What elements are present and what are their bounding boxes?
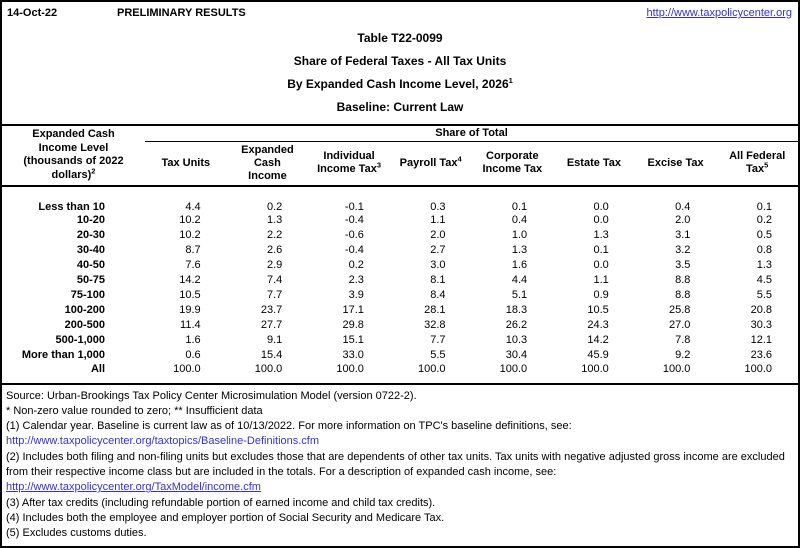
column-header-line: Expanded Cash — [241, 143, 294, 169]
table-body — [2, 186, 798, 384]
income-level-header — [2, 125, 145, 186]
value-cell: 27.7 — [260, 319, 283, 331]
value-cell: 23.6 — [750, 349, 772, 361]
value-cell: 17.1 — [342, 304, 364, 316]
value-cell: 2.9 — [266, 259, 283, 271]
column-header — [227, 141, 309, 186]
header-footnote-marker: 4 — [457, 153, 462, 163]
value-cell: 8.8 — [675, 289, 691, 301]
value-cell: 10.3 — [505, 334, 528, 346]
value-cell: 0.3 — [430, 200, 446, 213]
value-cell: 8.7 — [185, 244, 201, 256]
header-footnote-marker: 5 — [764, 160, 769, 170]
value-cell: 30.4 — [505, 349, 528, 361]
value-cell: 7.6 — [185, 259, 201, 271]
column-header — [390, 141, 472, 186]
value-cell: 3.5 — [675, 259, 691, 271]
value-cell: 20.8 — [750, 304, 772, 316]
value-cell: 1.3 — [593, 229, 609, 241]
value-cell: 100.0 — [499, 362, 528, 375]
income-level-cell: 100-200 — [64, 304, 105, 316]
value-cell: 4.5 — [756, 274, 772, 286]
value-cell: 15.4 — [260, 349, 283, 361]
value-cell: 0.8 — [756, 244, 772, 256]
value-cell: 11.4 — [180, 319, 201, 331]
value-cell: 0.0 — [593, 200, 609, 213]
footnote-2: (2) Includes both filing and non-filing units but excludes those that are dependents of other tax units. Tax units with negative adjusted gross income are excluded from their respective income class but are included in the totals. For a description of expanded cash income, see: — [6, 450, 785, 478]
table-row — [2, 213, 798, 228]
income-definition-link[interactable]: http://www.taxpolicycenter.org/TaxModel/income.cfm — [6, 481, 261, 494]
value-cell: 3.2 — [675, 244, 691, 256]
value-cell: 45.9 — [587, 349, 609, 361]
subtitle-footnote-marker: 1 — [508, 76, 513, 85]
baseline-label: Baseline: Current Law — [336, 100, 464, 114]
value-cell: 4.4 — [185, 200, 201, 213]
value-cell: 100.0 — [662, 362, 691, 375]
value-cell: 2.7 — [430, 244, 446, 256]
value-cell: 0.5 — [756, 229, 772, 241]
income-level-header-line: (thousands of 2022 — [23, 155, 124, 168]
value-cell: 10.2 — [179, 229, 201, 241]
value-cell: 0.1 — [511, 200, 528, 213]
value-cell: 0.2 — [266, 200, 283, 213]
value-cell: -0.4 — [344, 214, 364, 226]
income-level-cell: 200-500 — [64, 319, 105, 331]
income-level-cell: 20-30 — [76, 229, 105, 241]
column-header-line: Estate Tax — [566, 156, 622, 169]
table-row — [2, 363, 798, 384]
column-header — [308, 141, 390, 186]
value-cell: 12.1 — [750, 334, 772, 346]
table-row — [2, 303, 798, 318]
value-cell: 23.7 — [260, 304, 283, 316]
column-header — [145, 141, 227, 186]
income-level-header-line: Expanded Cash — [32, 128, 115, 141]
value-cell: 5.5 — [430, 349, 446, 361]
value-cell: 15.1 — [342, 334, 364, 346]
column-header — [716, 141, 798, 186]
table-row — [2, 228, 798, 243]
value-cell: 0.2 — [756, 214, 772, 226]
value-cell: 7.7 — [266, 289, 283, 301]
header-footnote-marker: 3 — [376, 160, 381, 170]
value-cell: 5.1 — [511, 289, 528, 301]
tpc-home-link[interactable]: http://www.taxpolicycenter.org — [646, 7, 792, 19]
value-cell: 24.3 — [587, 319, 609, 331]
value-cell: 1.0 — [511, 229, 528, 241]
income-level-cell: 50-75 — [76, 274, 105, 286]
column-header-line: Income — [248, 169, 287, 182]
value-cell: -0.4 — [344, 244, 364, 256]
table-title: Share of Federal Taxes - All Tax Units — [293, 54, 507, 68]
table-number: Table T22-0099 — [357, 31, 443, 45]
value-cell: 3.0 — [430, 259, 446, 271]
value-cell: 27.0 — [668, 319, 691, 331]
value-cell: 100.0 — [744, 362, 772, 375]
table-row — [2, 318, 798, 333]
preliminary-results-label: PRELIMINARY RESULTS — [117, 7, 246, 19]
date-label: 14-Oct-22 — [7, 7, 58, 19]
value-cell: 1.6 — [511, 259, 528, 271]
table-row — [2, 243, 798, 258]
value-cell: 7.4 — [266, 274, 283, 286]
value-cell: 100.0 — [336, 362, 364, 375]
footnotes — [2, 385, 798, 542]
value-cell: 100.0 — [581, 362, 609, 375]
value-cell: 0.4 — [511, 214, 528, 226]
table-subtitle-text: By Expanded Cash Income Level, 2026 — [287, 77, 509, 91]
value-cell: 5.5 — [756, 289, 772, 301]
value-cell: 33.0 — [342, 349, 364, 361]
value-cell: 2.0 — [675, 214, 691, 226]
value-cell: 10.5 — [179, 289, 201, 301]
value-cell: 18.3 — [505, 304, 528, 316]
value-cell: 1.1 — [593, 274, 609, 286]
value-cell: 2.0 — [430, 229, 446, 241]
spanner-row — [2, 125, 798, 141]
value-cell: 32.8 — [424, 319, 446, 331]
column-header-line: Corporate — [486, 150, 539, 162]
value-cell: 1.3 — [266, 214, 283, 226]
value-cell: 25.8 — [668, 304, 691, 316]
value-cell: 8.4 — [430, 289, 446, 301]
value-cell: -0.6 — [344, 229, 364, 241]
value-cell: 0.4 — [675, 200, 691, 213]
value-cell: 0.0 — [593, 214, 609, 226]
column-header — [472, 141, 554, 186]
column-header-line: Individual — [323, 150, 375, 162]
value-cell: 3.1 — [675, 229, 691, 241]
value-cell: 26.2 — [505, 319, 528, 331]
value-cell: 0.9 — [593, 289, 609, 301]
income-level-cell: 500-1,000 — [55, 334, 105, 346]
income-level-header-text: dollars) — [51, 168, 92, 181]
table-row — [2, 348, 798, 363]
top-bar — [2, 2, 798, 19]
income-level-cell: All — [90, 362, 105, 375]
value-cell: 9.2 — [675, 349, 691, 361]
footnote-5: (5) Excludes customs duties. — [6, 527, 147, 540]
income-level-cell: More than 1,000 — [21, 349, 105, 361]
value-cell: 7.8 — [675, 334, 691, 346]
value-cell: 100.0 — [254, 362, 283, 375]
value-cell: 28.1 — [424, 304, 446, 316]
value-cell: 0.0 — [593, 259, 609, 271]
footnote-3: (3) After tax credits (including refundable portion of earned income and child tax credits). — [6, 496, 436, 509]
value-cell: 3.9 — [348, 289, 364, 301]
column-header-line: Income Tax$^3$ — [317, 160, 381, 175]
value-cell: 1.3 — [511, 244, 528, 256]
table-row — [2, 288, 798, 303]
value-cell: 0.1 — [756, 200, 772, 213]
income-level-cell: 40-50 — [76, 259, 105, 271]
header-footnote-marker: 2 — [91, 166, 96, 176]
value-cell: 14.2 — [587, 334, 609, 346]
table-row — [2, 333, 798, 348]
column-header-line: Payroll Tax$^4$ — [399, 153, 462, 169]
income-level-cell: 75-100 — [70, 289, 105, 301]
share-of-total-header: Share of Total — [145, 125, 798, 141]
income-level-cell: 30-40 — [76, 244, 105, 256]
source-note: Source: Urban-Brookings Tax Policy Center Microsimulation Model (version 0722-2). — [6, 389, 417, 402]
column-header-line: Excise Tax — [647, 156, 704, 169]
column-header-line: Tax Units — [161, 156, 211, 169]
value-cell: -0.1 — [344, 200, 364, 213]
value-cell: 1.1 — [430, 214, 446, 226]
value-cell: 100.0 — [173, 362, 201, 375]
table-subtitle — [2, 78, 798, 91]
income-level-cell: Less than 10 — [38, 200, 105, 213]
footnote-4: (4) Includes both the employee and employer portion of Social Security and Medicare Tax. — [6, 511, 445, 524]
value-cell: 9.1 — [266, 334, 283, 346]
value-cell: 2.2 — [266, 229, 283, 241]
value-cell: 10.5 — [587, 304, 609, 316]
value-cell: 1.3 — [756, 259, 772, 271]
table-row — [2, 186, 798, 213]
income-level-header-line — [6, 166, 141, 183]
baseline-definitions-link[interactable]: http://www.taxpolicycenter.org/taxtopics/Baseline-Definitions.cfm — [6, 435, 320, 448]
table-row — [2, 273, 798, 288]
value-cell: 14.2 — [179, 274, 201, 286]
income-level-header-line: Income Level — [38, 141, 109, 154]
value-cell: 29.8 — [342, 319, 364, 331]
data-table — [2, 124, 798, 385]
column-header-line: Tax$^5$ — [746, 160, 769, 175]
column-header — [553, 141, 635, 186]
title-block — [2, 19, 798, 114]
value-cell: 4.4 — [511, 274, 528, 286]
value-cell: 30.3 — [750, 319, 772, 331]
income-level-cell: 10-20 — [76, 214, 105, 226]
value-cell: 19.9 — [179, 304, 201, 316]
column-header-line: Income Tax — [482, 163, 543, 175]
value-cell: 0.1 — [593, 244, 609, 256]
value-cell: 1.6 — [185, 334, 201, 346]
value-cell: 0.2 — [348, 259, 364, 271]
column-header — [635, 141, 717, 186]
value-cell: 2.3 — [348, 274, 364, 286]
footnote-1: (1) Calendar year. Baseline is current law as of 10/13/2022. For more information on TPC's baseline definitions, see: — [6, 420, 572, 433]
symbols-note: * Non-zero value rounded to zero; ** Insufficient data — [6, 404, 263, 417]
value-cell: 2.6 — [266, 244, 283, 256]
value-cell: 8.8 — [675, 274, 691, 286]
value-cell: 8.1 — [430, 274, 446, 286]
value-cell: 100.0 — [417, 362, 446, 375]
value-cell: 0.6 — [185, 349, 201, 361]
column-header-line: All Federal — [729, 150, 786, 162]
value-cell: 10.2 — [179, 214, 201, 226]
value-cell: 7.7 — [430, 334, 446, 346]
table-row — [2, 258, 798, 273]
